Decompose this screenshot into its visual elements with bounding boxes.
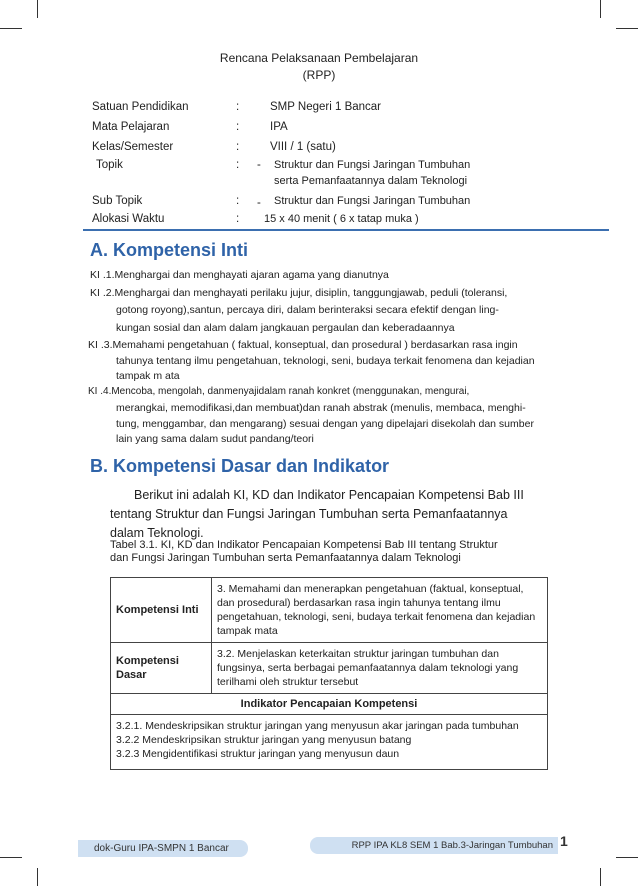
info-colon: : — [236, 159, 240, 171]
section-heading-kompetensi-dasar: B. Kompetensi Dasar dan Indikator — [90, 456, 390, 476]
ki-line: KI .2.Menghargai dan menghayati perilaku jujur, disiplin, tanggungjawab, peduli (toleransi, — [90, 287, 508, 299]
table-caption: Tabel 3.1. KI, KD dan Indikator Pencapaian Kompetensi Bab III tentang Struktur — [110, 539, 498, 551]
ki-line: tung, menggambar, dan mengarang) sesuai dengan yang dipelajari disekolah dan sumber — [116, 418, 534, 430]
info-colon: : — [236, 213, 240, 225]
crop-mark — [616, 28, 638, 29]
info-value: VIII / 1 (satu) — [270, 141, 336, 153]
crop-mark — [0, 857, 22, 858]
info-dash: - — [257, 197, 261, 209]
intro-paragraph-line: tentang Struktur dan Fungsi Jaringan Tumbuhan serta Pemanfaatannya — [110, 507, 508, 521]
ipk-list-cell — [111, 715, 548, 770]
crop-mark — [0, 28, 22, 29]
crop-mark — [600, 0, 601, 18]
intro-paragraph-line: dalam Teknologi. — [110, 526, 204, 540]
ipk-item: 3.2.2 Mendeskripsikan struktur jaringan yang menyusun batang — [116, 734, 412, 746]
crop-mark — [37, 868, 38, 886]
info-value: Struktur dan Fungsi Jaringan Tumbuhan — [274, 195, 471, 207]
ipk-header-cell: Indikator Pencapaian Kompetensi — [111, 694, 548, 715]
ki-line: tahunya tentang ilmu pengetahuan, teknologi, seni, budaya terkait fenomena dan kejadian — [116, 355, 535, 367]
footer-right-label: RPP IPA KL8 SEM 1 Bab.3-Jaringan Tumbuhan — [310, 837, 558, 854]
divider-line — [83, 229, 609, 231]
info-label: Mata Pelajaran — [92, 121, 170, 133]
info-value: 15 x 40 menit ( 6 x tatap muka ) — [264, 213, 419, 225]
info-label: Alokasi Waktu — [92, 213, 165, 225]
info-label: Topik — [96, 159, 123, 171]
table-caption: dan Fungsi Jaringan Tumbuhan serta Pemanfaatannya dalam Teknologi — [110, 552, 461, 564]
ki-line: tampak m ata — [116, 370, 180, 382]
info-label: Kelas/Semester — [92, 141, 174, 153]
info-label: Sub Topik — [92, 195, 143, 207]
ki-line: KI .1.Menghargai dan menghayati ajaran agama yang dianutnya — [90, 269, 389, 281]
table-row — [111, 694, 548, 715]
info-value: Struktur dan Fungsi Jaringan Tumbuhan — [274, 159, 471, 171]
competency-table — [110, 577, 548, 770]
ki-line: merangkai, memodifikasi,dan membuat)dan ranah abstrak (menulis, membaca, menghi- — [116, 402, 526, 414]
info-colon: : — [236, 101, 240, 113]
document-subtitle: (RPP) — [302, 68, 336, 82]
ki-text-cell: 3. Memahami dan menerapkan pengetahuan (faktual, konseptual, dan prosedural) berdasarkan rasa ingin tahunya tentang ilmu pengetahuan, teknologi, seni, budaya terkait fenomena dan kejadian tampak mata — [212, 578, 548, 643]
ki-label-cell: Kompetensi Inti — [111, 578, 212, 643]
document-title: Rencana Pelaksanaan Pembelajaran — [219, 51, 419, 65]
kd-label-cell: Kompetensi Dasar — [111, 643, 212, 694]
ki-line: lain yang sama dalam sudut pandang/teori — [116, 433, 314, 445]
info-colon: : — [236, 141, 240, 153]
crop-mark — [616, 857, 638, 858]
table-row — [111, 578, 548, 643]
kd-text-cell: 3.2. Menjelaskan keterkaitan struktur jaringan tumbuhan dan fungsinya, serta berbagai pemanfaatannya dalam teknologi yang terilhami oleh struktur tersebut — [212, 643, 548, 694]
ipk-item: 3.2.1. Mendeskripsikan struktur jaringan yang menyusun akar jaringan pada tumbuhan — [116, 720, 519, 732]
ki-line: kungan sosial dan alam dalam jangkauan pergaulan dan keberadaannya — [116, 322, 455, 334]
info-value: SMP Negeri 1 Bancar — [270, 101, 382, 113]
ki-line: KI .3.Memahami pengetahuan ( faktual, konseptual, dan prosedural ) berdasarkan rasa ingin — [88, 339, 518, 351]
table-row — [111, 715, 548, 770]
page-number: 1 — [560, 833, 568, 849]
crop-mark — [600, 868, 601, 886]
info-value-line2: serta Pemanfaatannya dalam Teknologi — [274, 175, 468, 187]
intro-paragraph-line: Berikut ini adalah KI, KD dan Indikator Pencapaian Kompetensi Bab III — [134, 488, 524, 502]
section-heading-kompetensi-inti: A. Kompetensi Inti — [90, 240, 249, 260]
info-label: Satuan Pendidikan — [92, 101, 189, 113]
ki-line: gotong royong),santun, percaya diri, dalam berinteraksi secara efektif dengan ling- — [116, 304, 499, 316]
info-dash: - — [257, 159, 261, 171]
table-row — [111, 643, 548, 694]
crop-mark — [37, 0, 38, 18]
ki-line: KI .4.Mencoba, mengolah, danmenyajidalam ranah konkret (menggunakan, mengurai, — [88, 386, 470, 397]
ipk-item: 3.2.3 Mengidentifikasi struktur jaringan yang menyusun daun — [116, 748, 400, 760]
footer-left-label: dok-Guru IPA-SMPN 1 Bancar — [78, 840, 248, 857]
info-colon: : — [236, 195, 240, 207]
info-colon: : — [236, 121, 240, 133]
info-value: IPA — [270, 121, 288, 133]
